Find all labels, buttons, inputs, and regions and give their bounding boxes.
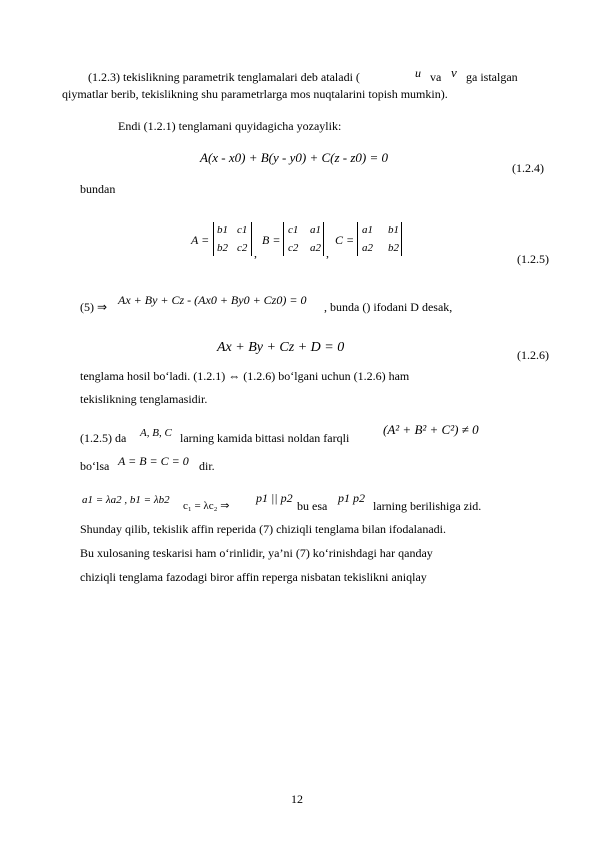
paragraph2: Endi (1.2.1) tenglamani quyidagicha yozaylik:	[118, 119, 342, 133]
det-c-left-bar	[357, 222, 358, 256]
separator-comma: ,	[254, 246, 257, 260]
det-b-cell: c1	[288, 224, 299, 236]
line11-formula-4: p1 p2	[338, 491, 365, 505]
det-c-right-bar	[401, 222, 402, 256]
det-c-cell: a2	[362, 242, 373, 254]
param-u: u	[415, 66, 421, 80]
bundan-text: bundan	[80, 182, 116, 196]
line7: tenglama hosil bo‘ladi. (1.2.1) ⇔ (1.2.6) bo‘lgani uchun (1.2.6) ham	[80, 369, 410, 383]
paragraph1-line1-pre: (1.2.3) tekislikning parametrik tenglamalari deb ataladi (	[88, 70, 360, 84]
det-a-right-bar	[251, 222, 252, 256]
line5-suffix: , bunda () ifodani D desak,	[324, 300, 453, 314]
line11-formula-3: p1 || p2	[256, 491, 293, 505]
equation-number-1-2-6: (1.2.6)	[517, 348, 549, 362]
det-a-cell: c2	[237, 242, 248, 254]
param-v: v	[451, 65, 457, 80]
line5-prefix: (5) ⇒	[80, 300, 108, 314]
det-b-cell: a2	[310, 242, 321, 254]
paragraph1-line1-post: ga istalgan	[466, 70, 518, 84]
equation-expanded: Ax + By + Cz - (Ax0 + By0 + Cz0) = 0	[118, 293, 307, 307]
det-b-label: B =	[262, 233, 281, 247]
det-b-right-bar	[323, 222, 324, 256]
paragraph1-line2: qiymatlar berib, tekislikning shu parametrlarga mos nuqtalarini topish mumkin).	[62, 87, 448, 101]
separator-comma: ,	[326, 246, 329, 260]
line13: Bu xulosaning teskarisi ham o‘rinlidir, ya’ni (7) ko‘rinishdagi har qanday	[80, 546, 433, 560]
det-a-cell: b1	[217, 224, 228, 236]
det-b-cell: a1	[310, 224, 321, 236]
det-a-label: A =	[191, 233, 210, 247]
line9-prefix: (1.2.5) da	[80, 431, 127, 445]
det-c-label: C =	[335, 233, 355, 247]
line12: Shunday qilib, tekislik affin reperida (7) chiziqli tenglama bilan ifodalanadi.	[80, 522, 447, 536]
det-b-left-bar	[283, 222, 284, 256]
det-b-cell: c2	[288, 242, 299, 254]
page-number: 12	[291, 792, 303, 806]
line9-vars: A, B, C	[140, 427, 172, 439]
line11-formula-2: c₁ = λc₂ ⇒	[183, 500, 230, 512]
line10-prefix: bo‘lsa	[80, 459, 110, 473]
det-c-cell: a1	[362, 224, 373, 236]
line10-suffix: dir.	[199, 459, 215, 473]
line9-condition: (A² + B² + C²) ≠ 0	[383, 422, 479, 437]
det-a-left-bar	[213, 222, 214, 256]
line11-mid: bu esa	[297, 499, 328, 513]
line11-suffix: larning berilishiga zid.	[373, 499, 482, 513]
paragraph1-va: va	[430, 70, 442, 84]
det-a-cell: b2	[217, 242, 228, 254]
equation-1-2-6: Ax + By + Cz + D = 0	[217, 340, 345, 355]
line8: tekislikning tenglamasidir.	[80, 392, 208, 406]
equation-1-2-4: A(x - x0) + B(y - y0) + C(z - z0) = 0	[200, 150, 389, 165]
line11-formula-1: a1 = λa2 , b1 = λb2	[82, 494, 170, 506]
line14: chiziqli tenglama fazodagi biror affin reperga nisbatan tekislikni aniqlay	[80, 570, 427, 584]
det-a-cell: c1	[237, 224, 248, 236]
line10-formula: A = B = C = 0	[118, 454, 189, 468]
equation-number-1-2-5: (1.2.5)	[517, 252, 549, 266]
det-c-cell: b2	[388, 242, 399, 254]
line9-mid: larning kamida bittasi noldan farqli	[180, 431, 350, 445]
equation-number-1-2-4: (1.2.4)	[512, 161, 544, 175]
det-c-cell: b1	[388, 224, 399, 236]
